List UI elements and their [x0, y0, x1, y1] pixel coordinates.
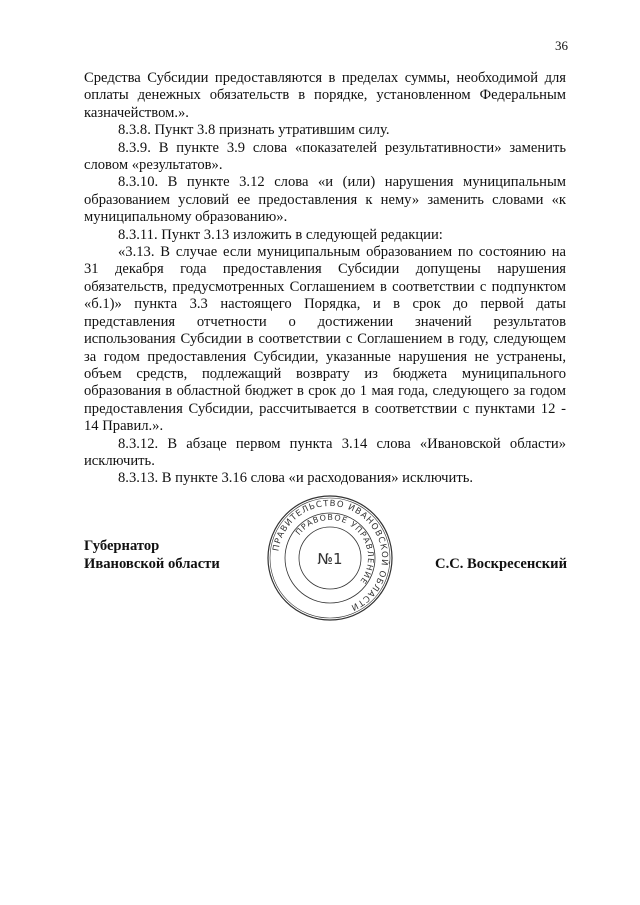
paragraph: 8.3.11. Пункт 3.13 изложить в следующей редакции: [118, 226, 443, 243]
document-body [84, 70, 566, 488]
paragraph: Средства Субсидии предоставляются в пределах суммы, необходимой для оплаты денежных обязательств в порядке, установленном Федеральным казначейством.». [84, 70, 566, 121]
paragraph: 8.3.10. В пункте 3.12 слова «и (или) нарушения муниципальным образованием условий ее предоставления к нему» заменить словами «к муниципальному образованию». [84, 174, 566, 226]
svg-text:№1: №1 [317, 550, 343, 568]
paragraph: 8.3.13. В пункте 3.16 слова «и расходования» исключить. [118, 470, 473, 487]
page-number: 36 [555, 38, 568, 53]
paragraph: 8.3.12. В абзаце первом пункта 3.14 слова «Ивановской области» исключить. [84, 435, 566, 469]
svg-text:ПРАВОВОЕ УПРАВЛЕНИЕ: ПРАВОВОЕ УПРАВЛЕНИЕ [293, 512, 376, 587]
signatory-name: С.С. Воскресенский [435, 556, 567, 572]
signatory-title-line1: Губернатор [84, 538, 160, 554]
signatory-title-line2: Ивановской области [84, 556, 220, 572]
paragraph: 8.3.8. Пункт 3.8 признать утратившим силу. [118, 122, 390, 139]
paragraph: «3.13. В случае если муниципальным образованием по состоянию на 31 декабря года предоставления Субсидии допущены нарушения обязательств, предусмотренных Соглашением в соответствии с подпунктом «б.1)» пункта 3.3 настоящего Порядка, и в срок до первой даты представления отчетности о достижении значений результатов использования Субсидии в соответствии с Соглашением в году, следующем за годом предоставления Субсидии, указанные нарушения не устранены, объем средств, подлежащий возврату из бюджета муниципального образования в областной бюджет в срок до 1 мая года, следующего за годом предоставления Субсидии, рассчитывается в соответствии с пунктами 12 - 14 Правил.». [84, 244, 566, 435]
official-seal-stamp [265, 493, 395, 623]
paragraph: 8.3.9. В пункте 3.9 слова «показателей результативности» заменить словом «результатов». [84, 139, 566, 174]
svg-text:ПРАВИТЕЛЬСТВО ИВАНОВСКОЙ ОБЛАС: ПРАВИТЕЛЬСТВО ИВАНОВСКОЙ ОБЛАСТИ [271, 498, 390, 613]
signatory-title [84, 537, 220, 573]
